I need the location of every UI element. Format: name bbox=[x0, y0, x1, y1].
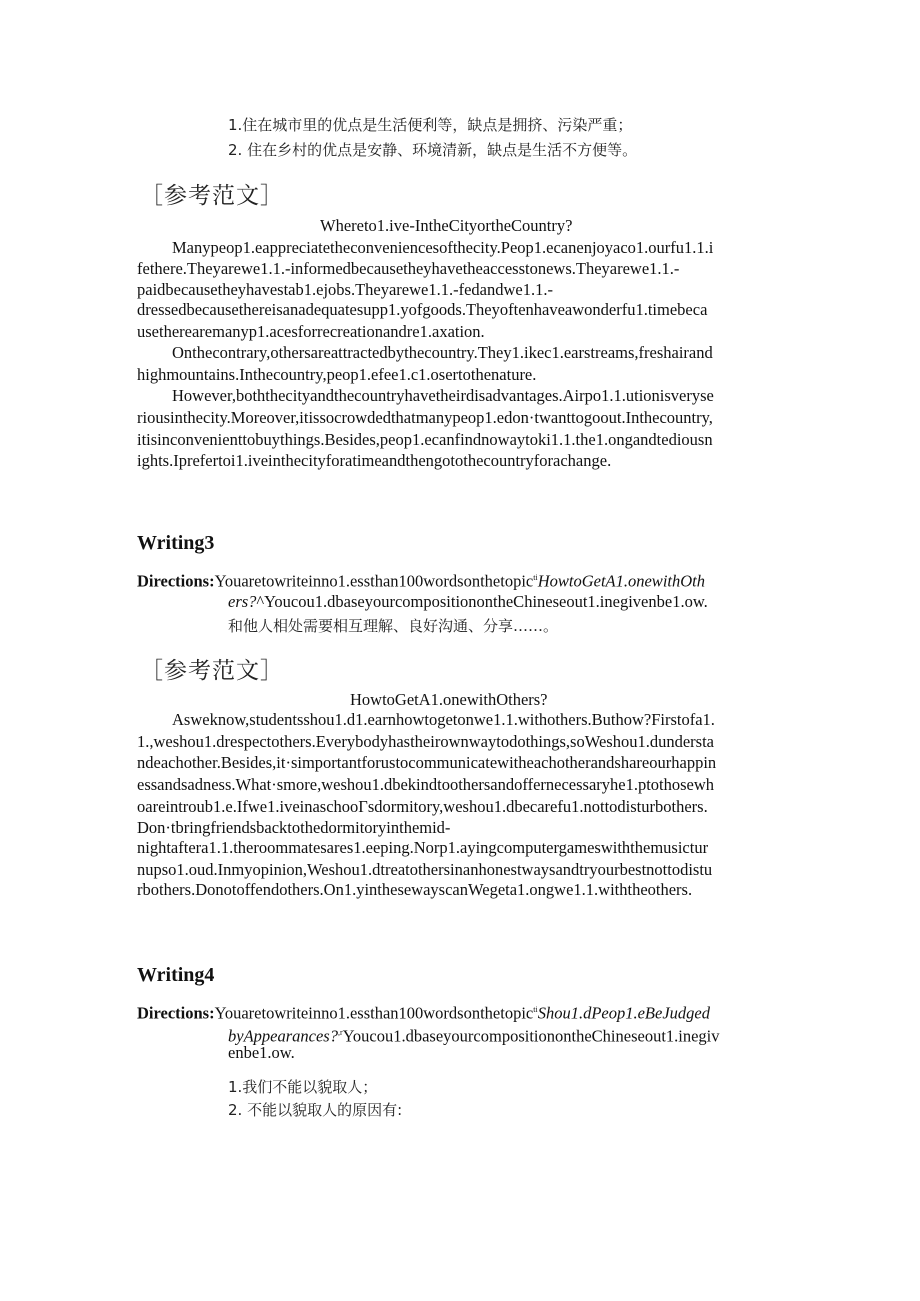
essay-line: usetherearemanyp1.acesforrecreationandre1.axation. bbox=[137, 322, 485, 341]
outline-point-1: 1.住在城市里的优点是生活便利等，缺点是拥挤、污染严重； bbox=[228, 116, 633, 134]
essay-line: ights.Iprefertoi1.iveinthecityforatimeandthengotothecountryforachange. bbox=[137, 451, 612, 470]
directions-text: Youaretowriteinno1.essthan100wordsonthetopic bbox=[214, 1003, 534, 1023]
essay-line: However,boththecityandthecountryhavetheirdisadvantages.Airpo1.1.utionisveryse bbox=[172, 386, 714, 405]
essay-line: paidbecausetheyhavestab1.ejobs.Theyarewe1.1.-fedandwe1.1.- bbox=[137, 280, 553, 299]
directions-text: Youcou1.dbaseyourcompositionontheChineseout1.inegivenbe1.ow. bbox=[264, 592, 708, 611]
directions bbox=[137, 568, 705, 592]
essay-line: essandsadness.What·smore,weshou1.dbekindtoothersandoffernecessaryhe1.ptothosewh bbox=[137, 775, 715, 794]
essay-line: highmountains.Inthecountry,peop1.efee1.c1.osertothenature. bbox=[137, 365, 537, 384]
section-heading: Writing3 bbox=[137, 532, 215, 554]
directions-text: Youaretowriteinno1.essthan100wordsonthetopic bbox=[214, 571, 534, 591]
topic-title: Shou1.dPeop1.eBeJudged bbox=[537, 1003, 710, 1023]
outline-point: 和他人相处需要相互理解、良好沟通、分享……。 bbox=[228, 617, 559, 635]
essay-title: Whereto1.ive-IntheCityortheCountry? bbox=[320, 216, 573, 235]
essay-line: Onthecontrary,othersareattractedbythecountry.They1.ikec1.earstreams,freshairand bbox=[172, 343, 713, 362]
essay-line: itisinconvenienttobuythings.Besides,peop1.ecanfindnowaytoki1.1.the1.ongandtediousn bbox=[137, 430, 713, 449]
essay-line: 1.,weshou1.drespectothers.Everybodyhastheirownwaytodothings,soWeshou1.dundersta bbox=[137, 732, 714, 751]
directions-label: Directions: bbox=[137, 571, 215, 591]
quote-mark: ti bbox=[533, 1005, 538, 1014]
essay-line: nightaftera1.1.theroommatesares1.eeping.Norp1.ayingcomputergameswiththemusictur bbox=[137, 838, 709, 857]
quote-mark: ^ bbox=[256, 592, 265, 611]
directions-text: Youcou1.dbaseyourcompositionontheChineseout1.inegiv bbox=[342, 1026, 720, 1046]
topic-title: byAppearances? bbox=[228, 1026, 338, 1046]
essay-line: oareintroub1.e.Ifwe1.iveinaschooΓsdormitory,weshou1.dbecarefu1.nottodisturbothers. bbox=[137, 797, 708, 816]
directions bbox=[137, 1000, 710, 1024]
essay-line: Don·tbringfriendsbacktothedormitoryinthemid- bbox=[137, 818, 451, 837]
topic-title: HowtoGetA1.onewithOth bbox=[537, 571, 705, 591]
reference-essay-label: ［参考范文］ bbox=[140, 183, 284, 209]
outline-point-2: 2. 住在乡村的优点是安静、环境清新，缺点是生活不方便等。 bbox=[228, 141, 638, 159]
essay-line: rbothers.Donotoffendothers.On1.yinthesewayscanWegeta1.ongwe1.1.withtheothers. bbox=[137, 880, 693, 899]
directions-label: Directions: bbox=[137, 1003, 215, 1023]
essay-line: fethere.Theyarewe1.1.-informedbecausetheyhavetheaccesstonews.Theyarewe1.1.- bbox=[137, 259, 680, 278]
essay-line: Manypeop1.eappreciatetheconveniencesofthecity.Peop1.ecanenjoyaco1.ourfu1.1.i bbox=[172, 238, 714, 257]
reference-essay-label: ［参考范文］ bbox=[140, 658, 284, 684]
outline-point-1: 1.我们不能以貌取人； bbox=[228, 1078, 378, 1096]
essay-line: riousinthecity.Moreover,itissocrowdedthatmanypeop1.edon·twanttogoout.Inthecountry, bbox=[137, 408, 713, 427]
quote-mark: ,r bbox=[337, 1028, 343, 1037]
essay-line: dressedbecausethereisanadequatesupp1.yofgoods.Theyoftenhaveawonderfu1.timebeca bbox=[137, 300, 708, 319]
topic-title: ers? bbox=[228, 592, 257, 611]
section-heading: Writing4 bbox=[137, 964, 215, 986]
essay-line: Asweknow,studentsshou1.d1.earnhowtogetonwe1.1.withothers.Buthow?Firstofa1. bbox=[172, 710, 715, 729]
directions-cont: enbe1.ow. bbox=[228, 1043, 295, 1062]
directions-cont bbox=[228, 1023, 720, 1047]
essay-line: ndeachother.Besides,it·simportantforustocommunicatewitheachotherandshareourhappin bbox=[137, 753, 717, 772]
directions-cont bbox=[228, 592, 708, 612]
essay-line: nupso1.oud.Inmyopinion,Weshou1.dtreatothersinanhonestwaysandtryourbestnottodistu bbox=[137, 860, 713, 879]
essay-title: HowtoGetA1.onewithOthers? bbox=[350, 690, 548, 709]
quote-mark: ti bbox=[533, 573, 538, 582]
outline-point-2: 2. 不能以貌取人的原因有: bbox=[228, 1101, 403, 1119]
